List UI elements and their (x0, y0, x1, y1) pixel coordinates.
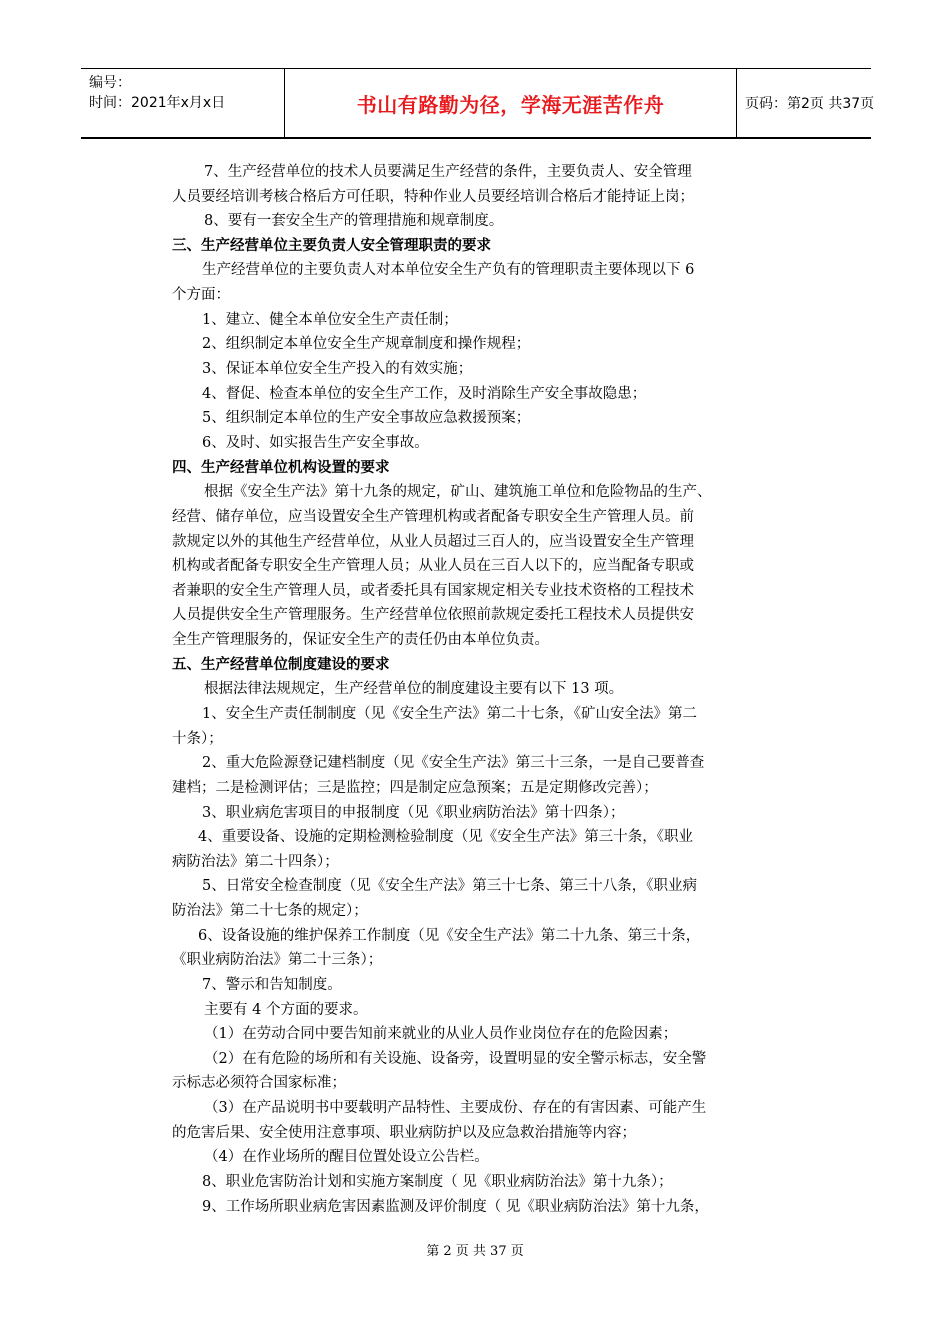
list-item: 建档；二是检测评估；三是监控；四是制定应急预案；五是定期修改完善）； (172, 780, 658, 796)
paragraph-line: 根据《安全生产法》第十九条的规定，矿山、建筑施工单位和危险物品的生产、 (204, 484, 712, 500)
list-item: 4、督促、检查本单位的安全生产工作，及时消除生产安全事故隐患； (202, 386, 647, 402)
list-item: 3、保证本单位安全生产投入的有效实施； (202, 361, 473, 377)
list-item: 1、建立、健全本单位安全生产责任制； (202, 312, 458, 328)
paragraph-line: 个方面： (172, 287, 230, 303)
paragraph-line: 经营、储存单位，应当设置安全生产管理机构或者配备专职安全生产管理人员。前 (172, 509, 694, 525)
list-item: （2）在有危险的场所和有关设施、设备旁，设置明显的安全警示标志，安全警 (204, 1051, 707, 1067)
list-item: 5、组织制定本单位的生产安全事故应急救援预案； (202, 410, 531, 426)
list-item: 8、职业危害防治计划和实施方案制度（ 见《职业病防治法》第十九条）； (202, 1174, 673, 1190)
paragraph-line: 者兼职的安全生产管理人员，或者委托具有国家规定相关专业技术资格的工程技术 (172, 583, 694, 599)
list-item: 示标志必须符合国家标准； (172, 1075, 346, 1091)
list-item: 7、警示和告知制度。 (202, 977, 342, 993)
paragraph-line: 款规定以外的其他生产经营单位，从业人员超过三百人的，应当设置安全生产管理 (172, 534, 694, 550)
list-item: 4、重要设备、设施的定期检测检验制度（见《安全生产法》第三十条，《职业 (198, 829, 693, 845)
list-item: 6、设备设施的维护保养工作制度（见《安全生产法》第二十九条、第三十条， (198, 928, 701, 944)
list-item: 的危害后果、安全使用注意事项、职业病防护以及应急救治措施等内容； (172, 1125, 636, 1141)
list-item: 6、及时、如实报告生产安全事故。 (202, 435, 429, 451)
list-item: 2、重大危险源登记建档制度（见《安全生产法》第三十三条，一是自己要普查 (202, 755, 705, 771)
document-time-label: 时间：2021年x月x日 (89, 95, 226, 111)
section-heading: 五、生产经营单位制度建设的要求 (172, 657, 390, 673)
header-meta (81, 69, 284, 137)
list-item: 2、组织制定本单位安全生产规章制度和操作规程； (202, 336, 531, 352)
paragraph-line: 根据法律法规规定，生产经营单位的制度建设主要有以下 13 项。 (204, 681, 624, 697)
list-item: （3）在产品说明书中要载明产品特性、主要成份、存在的有害因素、可能产生 (204, 1100, 707, 1116)
list-item: （4）在作业场所的醒目位置处设立公告栏。 (204, 1149, 489, 1165)
paragraph-line: 生产经营单位的主要负责人对本单位安全生产负有的管理职责主要体现以下 6 (202, 262, 695, 278)
paragraph-line: 7、生产经营单位的技术人员要满足生产经营的条件，主要负责人、安全管理 (204, 164, 692, 180)
list-item: 9、工作场所职业病危害因素监测及评价制度（ 见《职业病防治法》第十九条， (202, 1199, 709, 1215)
paragraph-line: 主要有 4 个方面的要求。 (204, 1002, 368, 1018)
list-item: 《职业病防治法》第二十三条）； (172, 952, 383, 968)
list-item: 3、职业病危害项目的申报制度（见《职业病防治法》第十四条）； (202, 805, 625, 821)
list-item: 1、安全生产责任制制度（见《安全生产法》第二十七条，《矿山安全法》第二 (202, 706, 697, 722)
page-footer: 第 2 页 共 37 页 (426, 1244, 524, 1259)
list-item: 十条）； (172, 731, 223, 747)
paragraph-line: 人员要经培训考核合格后方可任职，特种作业人员要经培训合格后才能持证上岗； (172, 189, 694, 205)
header-motto: 书山有路勤为径，学海无涯苦作舟 (284, 69, 737, 137)
section-heading: 四、生产经营单位机构设置的要求 (172, 460, 390, 476)
document-number-label: 编号： (89, 75, 131, 91)
list-item: 防治法》第二十七条的规定）； (172, 903, 368, 919)
list-item: （1）在劳动合同中要告知前来就业的从业人员作业岗位存在的危险因素； (204, 1026, 678, 1042)
paragraph-line: 8、要有一套安全生产的管理措施和规章制度。 (204, 213, 504, 229)
paragraph-line: 人员提供安全生产管理服务。生产经营单位依照前款规定委托工程技术人员提供安 (172, 607, 694, 623)
list-item: 病防治法》第二十四条）； (172, 854, 339, 870)
section-heading: 三、生产经营单位主要负责人安全管理职责的要求 (172, 238, 491, 254)
paragraph-line: 机构或者配备专职安全生产管理人员；从业人员在三百人以下的，应当配备专职或 (172, 558, 694, 574)
paragraph-line: 全生产管理服务的，保证安全生产的责任仍由本单位负责。 (172, 632, 549, 648)
header-page-number: 页码：第2页 共37页 (745, 96, 875, 112)
page-header (81, 68, 875, 139)
list-item: 5、日常安全检查制度（见《安全生产法》第三十七条、第三十八条，《职业病 (202, 878, 697, 894)
